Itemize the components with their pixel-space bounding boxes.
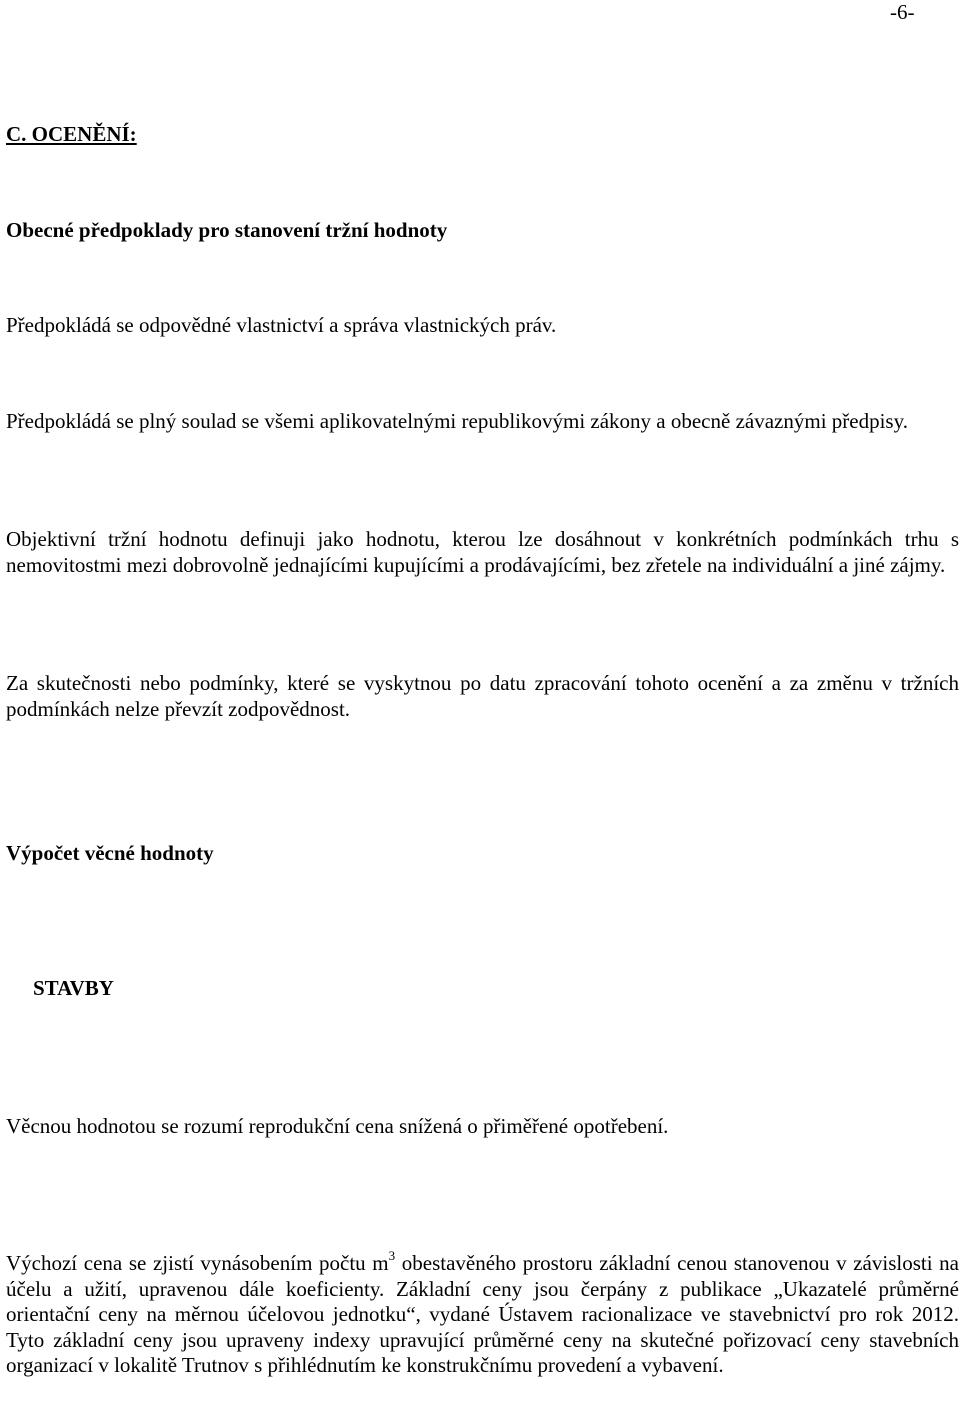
paragraph-liability: Za skutečnosti nebo podmínky, které se vyskytnou po datu zpracování tohoto ocenění a za změnu v tržních podmínkách nelze převzít zodpovědnost. bbox=[6, 671, 959, 721]
paragraph-base-price bbox=[6, 1248, 959, 1379]
general-assumptions-heading: Obecné předpoklady pro stanovení tržní hodnoty bbox=[6, 218, 448, 242]
cubic-superscript: 3 bbox=[388, 1248, 396, 1263]
paragraph-market-value-definition: Objektivní tržní hodnotu definuji jako hodnotu, kterou lze dosáhnout v konkrétních podmínkách trhu s nemovitostmi mezi dobrovolně jednajícími kupujícími a prodávajícími, bez zřetele na individuální a jiné zájmy. bbox=[6, 527, 959, 577]
cost-value-heading: Výpočet věcné hodnoty bbox=[6, 841, 214, 865]
paragraph-ownership: Předpokládá se odpovědné vlastnictví a správa vlastnických práv. bbox=[6, 313, 557, 337]
page-number: -6- bbox=[890, 0, 915, 24]
buildings-heading: STAVBY bbox=[33, 976, 114, 1000]
section-title: C. OCENĚNÍ: bbox=[6, 122, 137, 146]
base-price-text-start: Výchozí cena se zjistí vynásobením počtu m bbox=[6, 1251, 389, 1275]
base-price-text-rest: obestavěného prostoru základní cenou stanovenou v závislosti na účelu a užití, upravenou dále koeficienty. Základní ceny jsou čerpány z publikace „Ukazatelé průměrné orientační ceny na měrnou účelovou jednotku“, vydané Ústavem racionalizace ve stavebnictví pro rok 2012. Tyto základní ceny jsou upraveny indexy upravující průměrné ceny na skutečné pořizovací ceny stavebních organizací v lokalitě Trutnov s přihlédnutím ke konstrukčnímu provedení a vybavení. bbox=[6, 1251, 959, 1377]
paragraph-cost-value-definition: Věcnou hodnotou se rozumí reprodukční cena snížená o přiměřené opotřebení. bbox=[6, 1114, 669, 1138]
paragraph-legal-compliance: Předpokládá se plný soulad se všemi aplikovatelnými republikovými zákony a obecně závaznými předpisy. bbox=[6, 409, 908, 433]
